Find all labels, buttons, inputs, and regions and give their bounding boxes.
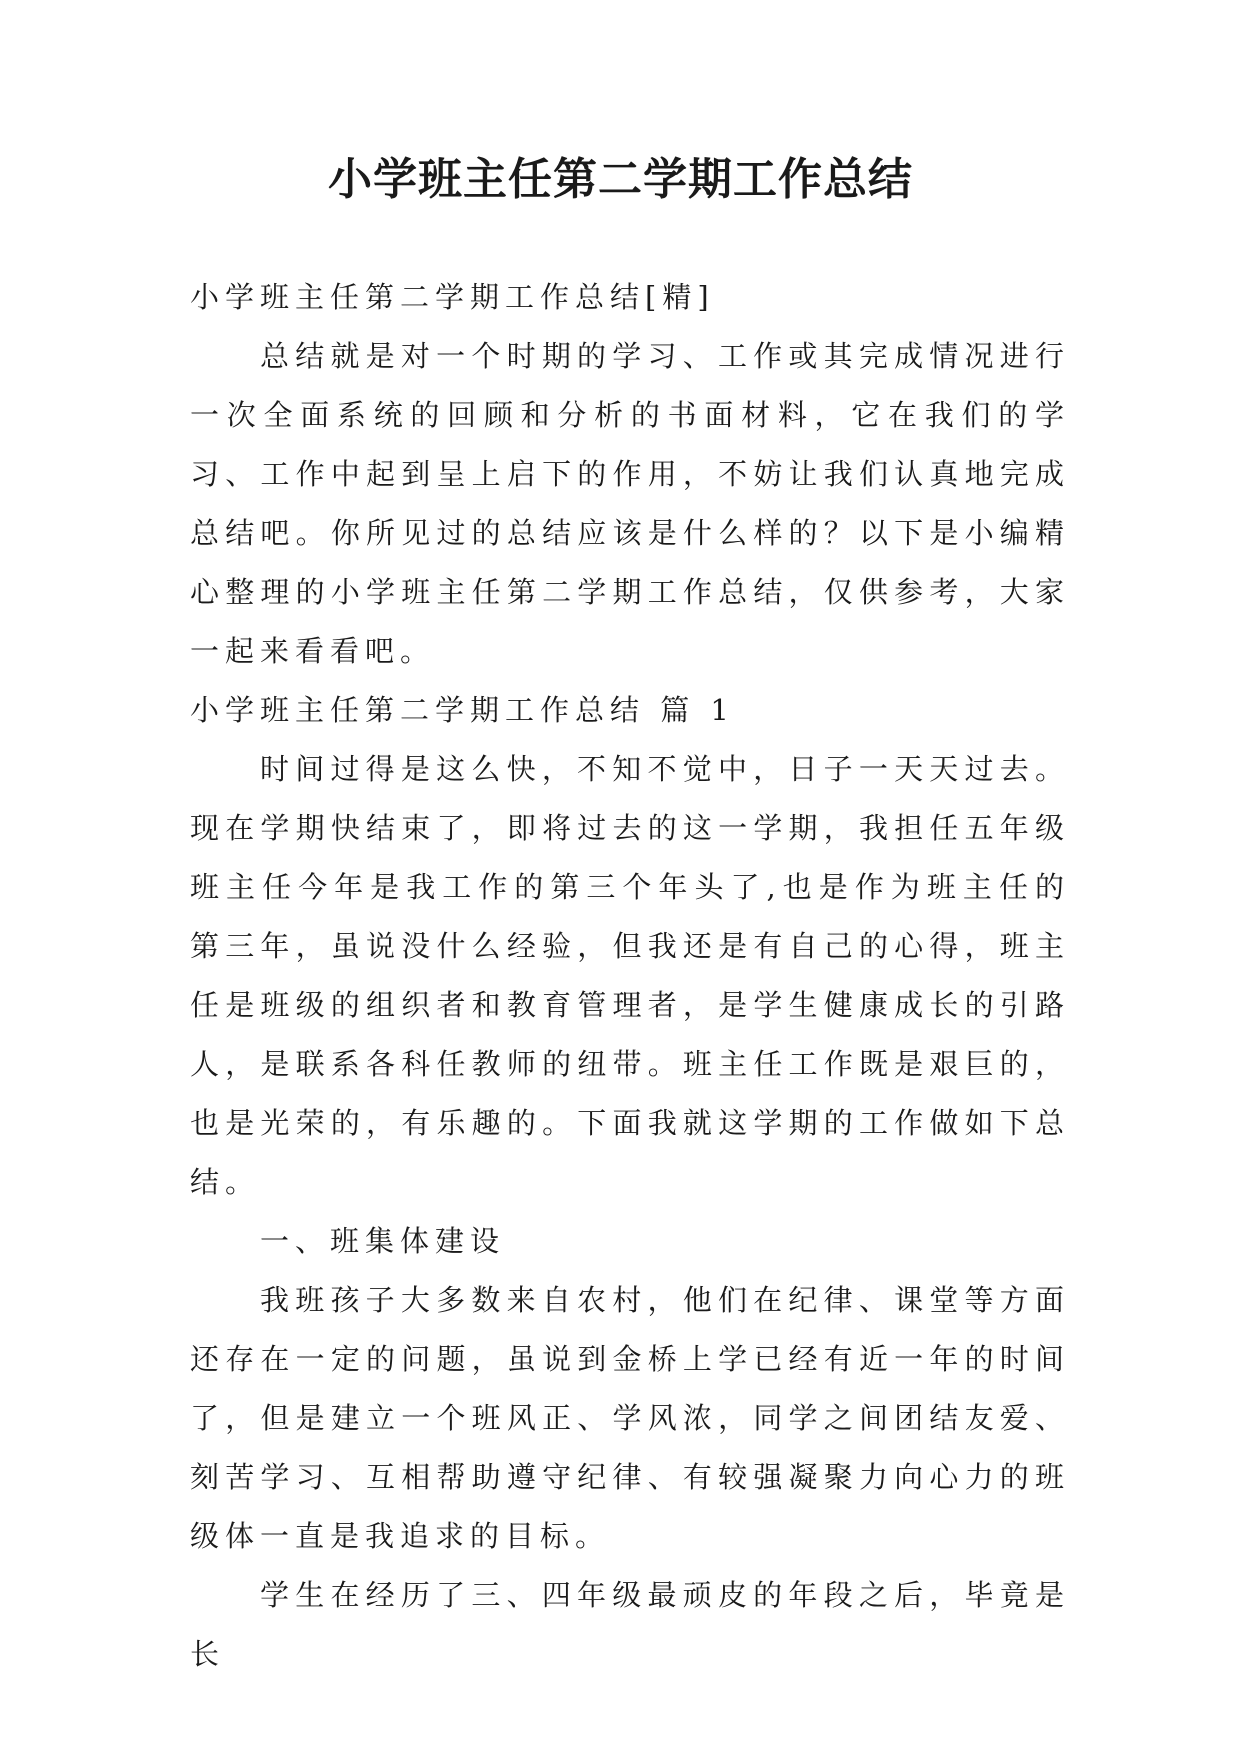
subsection-heading: 一、班集体建设 <box>260 1224 506 1258</box>
document-body <box>190 268 1070 1684</box>
body-paragraph: 时间过得是这么快，不知不觉中，日子一天天过去。现在学期快结束了，即将过去的这一学期，我担任五年级班主任今年是我工作的第三个年头了,也是作为班主任的第三年，虽说没什么经验，但我还是有自己的心得，班主任是班级的组织者和教育管理者，是学生健康成长的引路人，是联系各科任教师的纽带。班主任工作既是艰巨的，也是光荣的，有乐趣的。下面我就这学期的工作做如下总结。 <box>190 752 1070 1199</box>
document-title: 小学班主任第二学期工作总结 <box>328 154 913 205</box>
intro-paragraph: 总结就是对一个时期的学习、工作或其完成情况进行一次全面系统的回顾和分析的书面材料，它在我们的学习、工作中起到呈上启下的作用，不妨让我们认真地完成总结吧。你所见过的总结应该是什么样的？以下是小编精心整理的小学班主任第二学期工作总结，仅供参考，大家一起来看看吧。 <box>190 339 1070 668</box>
section-heading: 小学班主任第二学期工作总结 篇 1 <box>190 693 735 727</box>
body-paragraph: 我班孩子大多数来自农村，他们在纪律、课堂等方面还存在一定的问题，虽说到金桥上学已经有近一年的时间了，但是建立一个班风正、学风浓，同学之间团结友爱、刻苦学习、互相帮助遵守纪律、有较强凝聚力向心力的班级体一直是我追求的目标。 <box>190 1283 1070 1553</box>
subtitle-line: 小学班主任第二学期工作总结[精] <box>190 280 715 314</box>
body-paragraph: 学生在经历了三、四年级最顽皮的年段之后，毕竟是长 <box>190 1578 1070 1671</box>
